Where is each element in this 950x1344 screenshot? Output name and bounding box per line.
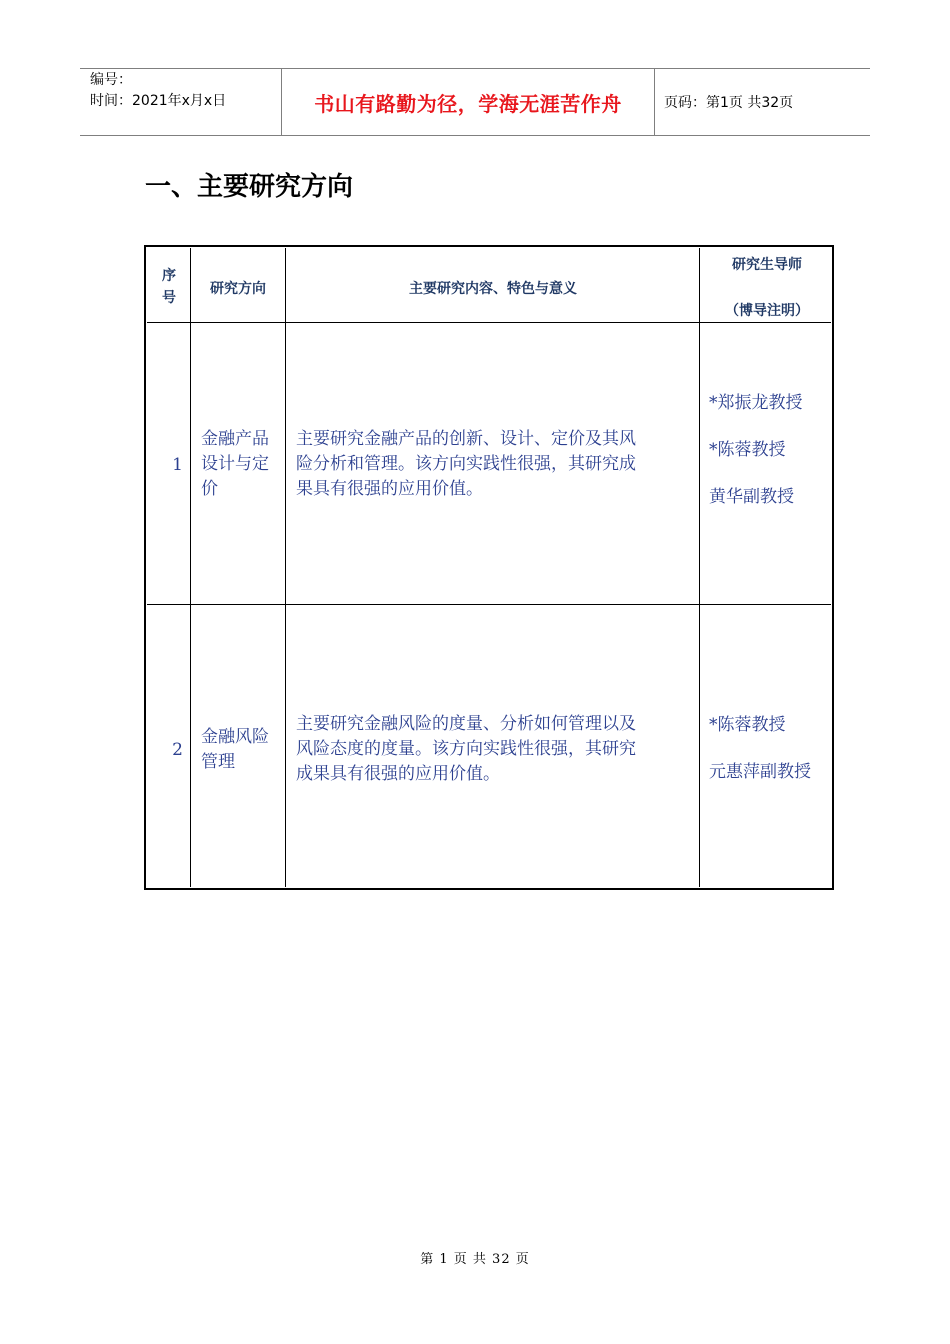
header-page-info: 页码：第1页 共32页 [664,95,794,111]
page-footer: 第 1 页 共 32 页 [420,1252,530,1267]
row-1-content: 主要研究金融产品的创新、设计、定价及其风 险分析和管理。该方向实践性很强，其研究成 果具有很强的应用价值。 [296,429,636,499]
header-advisor: 研究生导师 （博导注明） [725,257,809,319]
table-row-divider-2 [147,604,831,605]
document-number-label: 编号： [90,72,132,88]
header-seq: 序 号 [162,268,176,306]
row-2-content: 主要研究金融风险的度量、分析如何管理以及 风险态度的度量。该方向实践性很强，其研究 成果具有很强的应用价值。 [296,714,636,784]
header-divider-right [654,68,655,136]
table-col-divider-2 [285,248,286,887]
row-1-direction: 金融产品 设计与定 价 [201,429,269,499]
document-time-label: 时间：2021年x月x日 [90,93,227,109]
header-direction: 研究方向 [210,281,266,297]
row-1-advisors: *郑振龙教授 *陈蓉教授 黄华副教授 [709,393,803,507]
header-content: 主要研究内容、特色与意义 [409,281,577,297]
row-2-direction: 金融风险 管理 [201,727,269,772]
row-1-seq: 1 [172,455,183,475]
header-bottom-rule [80,135,870,136]
header-motto: 书山有路勤为径，学海无涯苦作舟 [314,92,622,116]
row-2-seq: 2 [172,740,183,760]
table-col-divider-3 [699,248,700,887]
row-2-advisors: *陈蓉教授 元惠萍副教授 [709,715,811,782]
table-col-divider-1 [190,248,191,887]
header-left-info [90,70,226,112]
header-top-rule [80,68,870,69]
section-title: 一、主要研究方向 [145,172,354,202]
